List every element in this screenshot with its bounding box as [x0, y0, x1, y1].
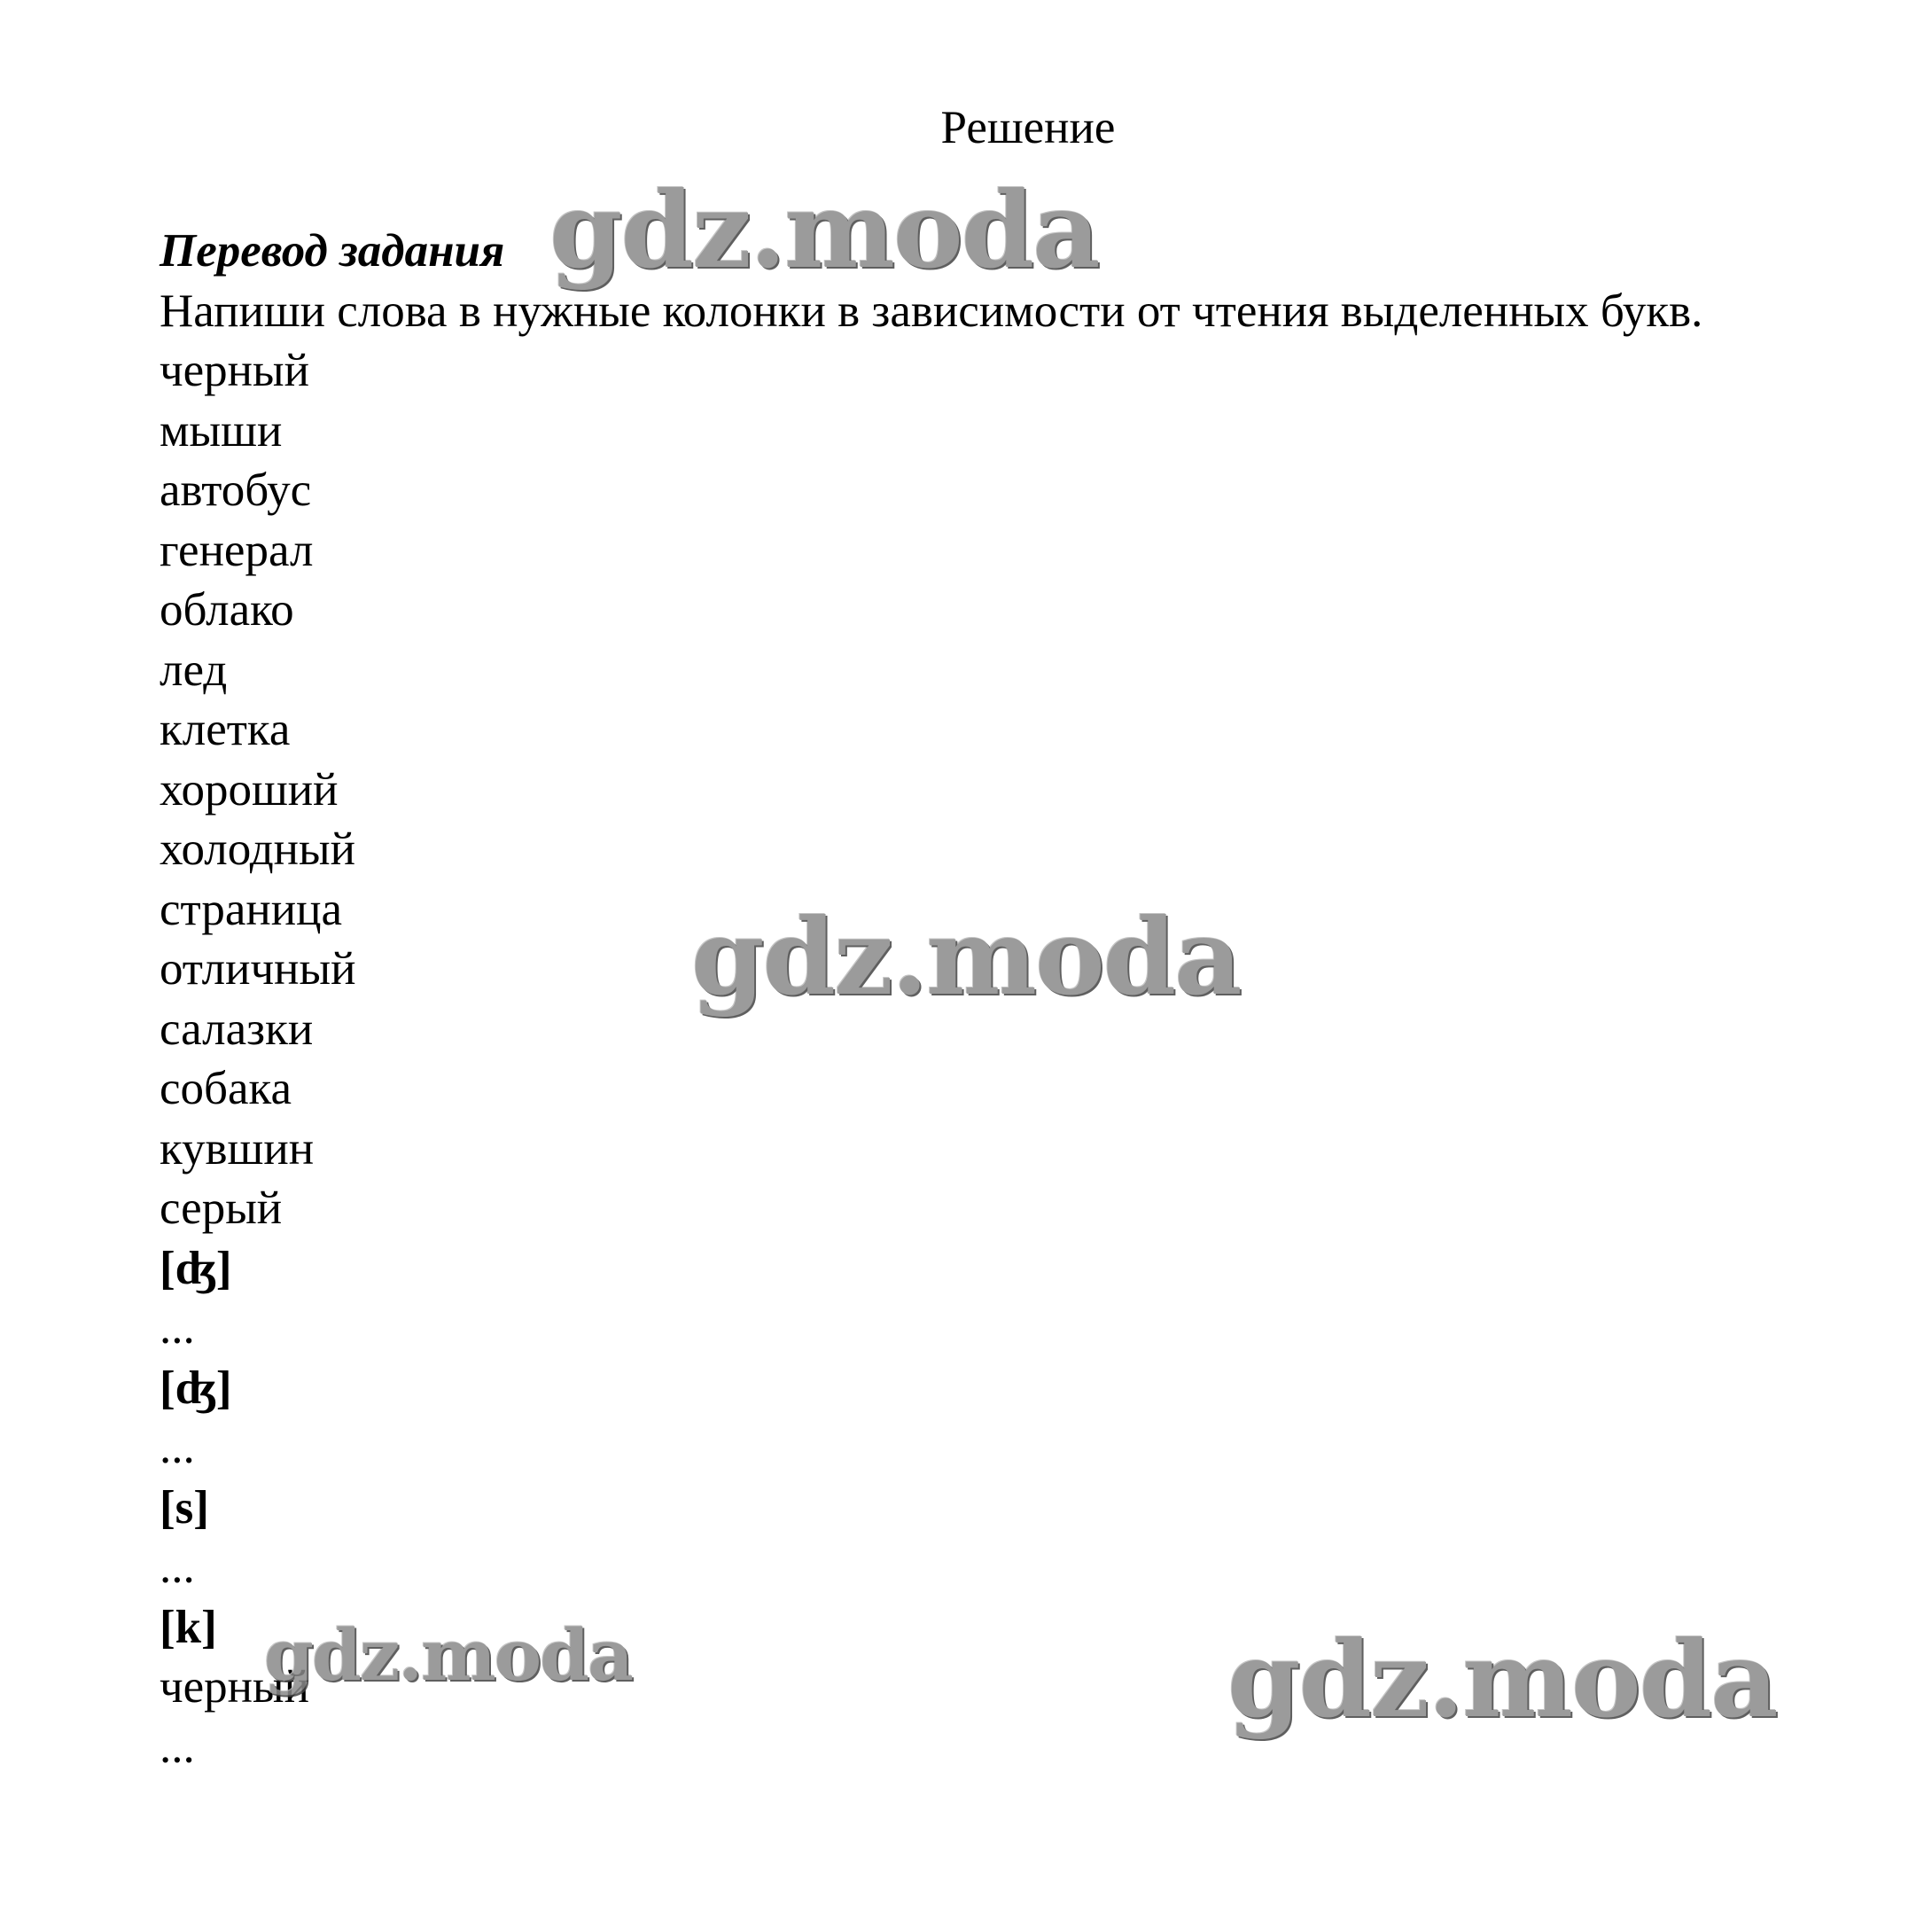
- word-item: автобус: [160, 464, 312, 516]
- watermark: gdz.moda: [691, 895, 1241, 1019]
- column-value: ...: [160, 1302, 195, 1354]
- word-item: кувшин: [160, 1122, 315, 1175]
- watermark: gdz.moda: [549, 168, 1099, 292]
- word-item: отличный: [160, 943, 356, 995]
- ending-ellipsis: ...: [160, 1721, 195, 1773]
- page-title: Решение: [940, 102, 1116, 153]
- column-value: черный: [160, 1661, 310, 1713]
- word-item: страница: [160, 883, 342, 935]
- section-heading: Перевод задания: [160, 225, 505, 277]
- instruction-text: Напиши слова в нужные колонки в зависимости от чтения выделенных букв.: [160, 285, 1703, 337]
- column-label: [ʤ]: [160, 1242, 232, 1294]
- word-item: собака: [160, 1063, 292, 1114]
- column-label: [s]: [160, 1481, 209, 1534]
- word-item: мыши: [160, 404, 283, 457]
- watermark: gdz.moda: [264, 1613, 632, 1697]
- word-item: хороший: [160, 763, 339, 816]
- word-item: облако: [160, 584, 294, 636]
- column-label: [k]: [160, 1601, 217, 1653]
- word-item: генерал: [160, 524, 314, 576]
- word-item: серый: [160, 1182, 283, 1234]
- watermark: gdz.moda: [1227, 1618, 1777, 1741]
- word-item: черный: [160, 345, 310, 396]
- column-label: [ʤ]: [160, 1362, 232, 1414]
- word-item: лед: [160, 644, 228, 696]
- word-item: холодный: [160, 823, 356, 875]
- column-value: ...: [160, 1541, 195, 1593]
- word-item: салазки: [160, 1003, 314, 1055]
- word-item: клетка: [160, 704, 291, 755]
- column-value: ...: [160, 1422, 195, 1473]
